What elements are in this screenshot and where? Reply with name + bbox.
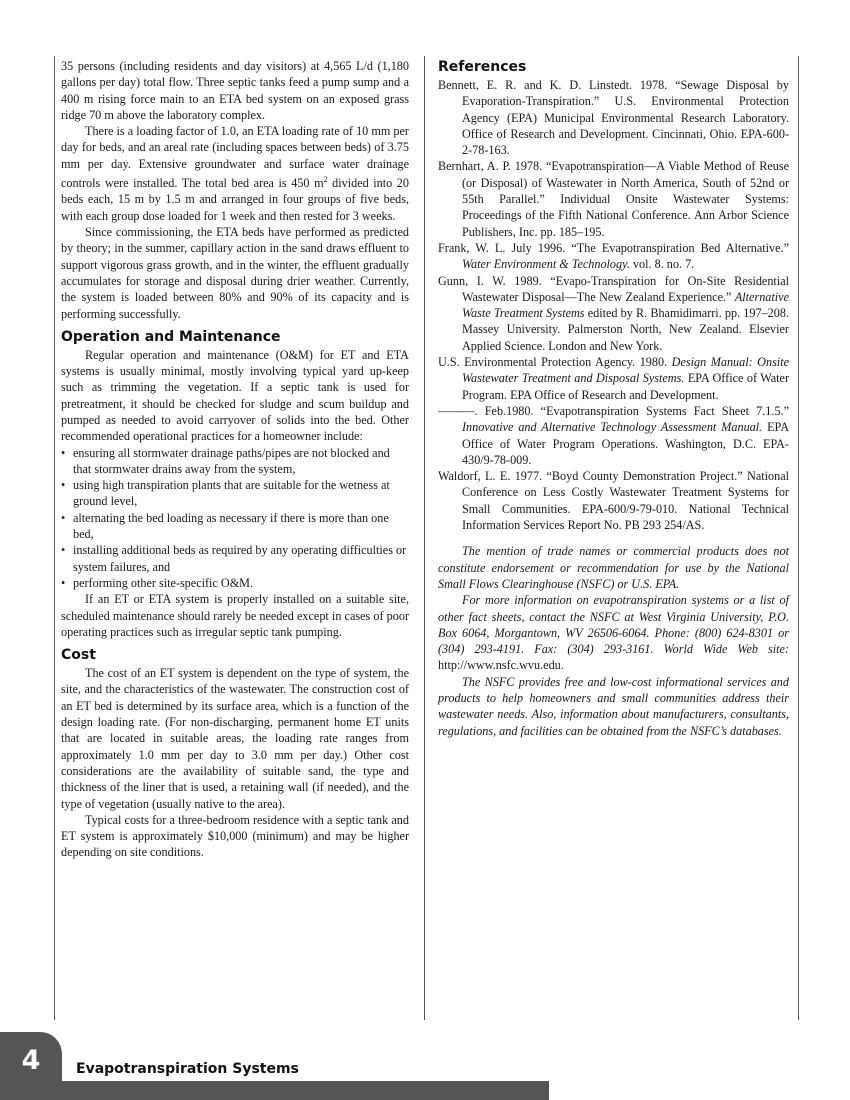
reference-entry: Gunn, I. W. 1989. “Evapo-Transpiration for On-Site Residential Wastewater Disposal—The New Zealand Experience.” Alternative Waste Treatment Systems edited by R. Bhamidimarri. pp. 197–208. Massey University. Palmerston North, New Zealand. Elsevier Applied Science. London and New York. [438, 273, 789, 353]
website-link[interactable]: http://www.nsfc.wvu.edu [438, 658, 561, 673]
list-item: • installing additional beds as required by any operating difficulties or system failures, and [61, 542, 409, 575]
right-column [438, 58, 789, 739]
left-column [61, 58, 409, 861]
paragraph: Since commissioning, the ETA beds have performed as predicted by theory; in the summer, capillary action in the sand draws effluent to support vigorous grass growth, and in the winter, the effluent gradually accumulates for storage and disposal during drier weather. Currently, the system is loaded between 80% and 90% of its capacity and is performing successfully. [61, 225, 409, 321]
paragraph: 35 persons (including residents and day visitors) at 4,565 L/d (1,180 gallons per day) total flow. Three septic tanks feed a pump sump and a 400 m rising force main to an ETA bed system on an exposed grass ridge 70 m above the laboratory complex. [61, 59, 409, 122]
reference-entry: Bernhart, A. P. 1978. “Evapotranspiration—A Viable Method of Reuse (or Disposal) of Wastewater in North America, South of 52nd or 55th Parallel.” Individual Onsite Wastewater Systems: Proceedings of the Fifth National Conference. Ann Arbor Science Publishers, Inc. pp. 185–195. [438, 159, 789, 239]
reference-entry: U.S. Environmental Protection Agency. 1980. Design Manual: Onsite Wastewater Treatment and Disposal Systems. EPA Office of Water Program. EPA Office of Research and Development. [438, 355, 790, 402]
section-heading-operation-maintenance: Operation and Maintenance [61, 328, 281, 345]
list-item: • using high transpiration plants that are suitable for the wetness at ground level, [61, 477, 409, 510]
left-column-rule [54, 56, 55, 1020]
paragraph: Typical costs for a three-bedroom residence with a septic tank and ET system is approximately $10,000 (minimum) and may be higher depending on site conditions. [61, 812, 409, 860]
paragraph: If an ET or ETA system is properly installed on a suitable site, scheduled maintenance should rarely be needed except in cases of poor operating practices such as irregular septic tank pumping. [61, 592, 409, 639]
reference-entry: ———. Feb.1980. “Evapotranspiration Systems Fact Sheet 7.1.5.” Innovative and Alternative Technology Assessment Manual. EPA Office of Water Program Operations. Washington, D.C. EPA-430/9-78-009. [438, 403, 790, 467]
reference-entry: Bennett, E. R. and K. D. Linstedt. 1978. “Sewage Disposal by Evaporation-Transpiration.” U.S. Environmental Protection Agency (EPA) Municipal Environmental Research Laboratory. Office of Research and Development. Cincinnati, Ohio. EPA-600-2-78-163. [438, 78, 789, 158]
bullet-list [61, 445, 409, 592]
paragraph: The cost of an ET system is dependent on the type of system, the site, and the characteristics of the wastewater. The construction cost of an ET bed is determined by its surface area, which is a function of the design loading rate. (For non-discharging, permanent home ET units that are located in suitable areas, the loading rate ranges from approximately 1.0 mm per day to 3.0 mm per day.) Other cost considerations are the availability of suitable sand, the type and thickness of the liner that is used, a retaining wall (if needed), and the type of vegetation (usually native to the area). [61, 666, 409, 811]
section-heading-references: References [438, 59, 527, 75]
right-column-rule [798, 56, 799, 1020]
contact-note: For more information on evapotranspiration systems or a list of other fact sheets, contact the NSFC at West Virginia University, P.O. Box 6064, Morgantown, WV 26506-6064. Phone: (800) 624-8301 or (304) 293-4191. Fax: (304) 293-3161. World Wide Web site: http://www.nsfc.wvu.edu. [438, 593, 789, 673]
paragraph: Regular operation and maintenance (O&M) for ET and ETA systems is usually minimal, mostly involving typical yard up-keep such as trimming the vegetation. If a septic tank is used for pretreatment, it should be checked for sludge and scum buildup and pumped as needed to avoid carryover of solids into the bed. Other recommended operational practices for a homeowner include: [61, 347, 409, 444]
reference-entry: Frank, W. L. July 1996. “The Evapotranspiration Bed Alternative.” Water Environment & Technology. vol. 8. no. 7. [438, 240, 789, 272]
list-item: • performing other site-specific O&M. [61, 575, 409, 591]
page-number: 4 [21, 1045, 41, 1076]
nsfc-note: The NSFC provides free and low-cost informational services and products to help homeowners and small communities address their wastewater needs. Also, information about manufacturers, consultants, regulations, and facilities can be obtained from the NSFC’s databases. [438, 674, 789, 738]
column-divider [424, 56, 425, 1020]
disclaimer-note: The mention of trade names or commercial products does not constitute endorsement or recommendation for use by the National Small Flows Clearinghouse (NSFC) or U.S. EPA. [438, 544, 789, 591]
section-heading-cost: Cost [61, 647, 96, 664]
paragraph: There is a loading factor of 1.0, an ETA loading rate of 10 mm per day for beds, and an areal rate (including spaces between beds) of 3.75 mm per day. Extensive groundwater and surface water drainage controls were installed. The total bed area is 450 $m^2$ divided into 20 beds each, 15 m by 1.5 m and arranged in four groups of five beds, with each group dose loaded for 1 week and then rested for 3 weeks. [61, 124, 409, 223]
list-item: • ensuring all stormwater drainage paths/pipes are not blocked and that stormwater drains away from the system, [61, 445, 409, 478]
reference-entry: Waldorf, L. E. 1977. “Boyd County Demonstration Project.” National Conference on Less Costly Wastewater Treatment Systems for Small Communities. EPA-600/9-79-010. National Technical Information Services Report No. PB 293 254/AS. [438, 469, 789, 533]
footer-bar [0, 1081, 549, 1100]
footer-title: Evapotranspiration Systems [76, 1061, 299, 1077]
list-item: • alternating the bed loading as necessary if there is more than one bed, [61, 510, 409, 543]
